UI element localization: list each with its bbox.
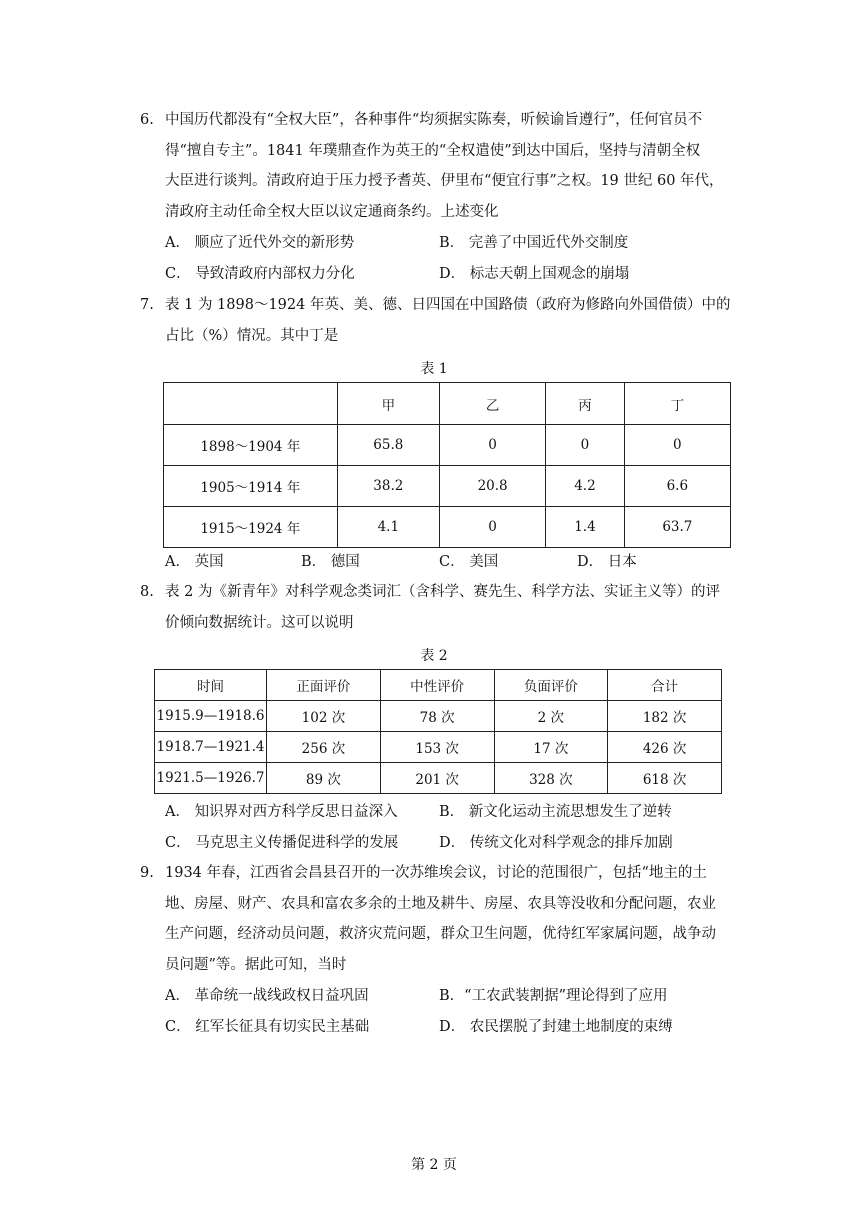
question-text-line: 得“擅自专主”。1841 年璞鼎查作为英王的“全权遣使”到达中国后，坚持与清朝全权 bbox=[165, 142, 701, 159]
question-text-line: 生产问题，经济动员问题，救济灾荒问题，群众卫生问题，优待红军家属问题，战争动 bbox=[165, 926, 716, 942]
option-b[interactable]: B． 德国 bbox=[301, 554, 360, 570]
option-b[interactable]: B．“工农武装割据”理论得到了应用 bbox=[439, 988, 668, 1004]
question-number: 7. bbox=[140, 297, 154, 313]
table-row bbox=[155, 763, 722, 794]
question-6-options bbox=[165, 228, 765, 290]
question-number: 8. bbox=[140, 584, 154, 600]
table-cell: 4.1 bbox=[337, 507, 439, 548]
table-row bbox=[164, 425, 731, 466]
page-number: 第 2 页 bbox=[411, 1157, 457, 1173]
table-cell: 182 次 bbox=[608, 701, 722, 732]
table-cell: 201 次 bbox=[380, 763, 494, 794]
table-2-caption: 表 2 bbox=[420, 648, 448, 664]
table-cell: 0 bbox=[546, 425, 624, 466]
option-d[interactable]: D． 农民摆脱了封建土地制度的束缚 bbox=[439, 1019, 673, 1035]
table-2 bbox=[154, 669, 722, 794]
table-header-cell: 丁 bbox=[624, 383, 730, 425]
table-cell: 153 次 bbox=[380, 732, 494, 763]
table-header-cell: 丙 bbox=[546, 383, 624, 425]
question-text-line: 表 2 为《新青年》对科学观念类词汇（含科学、赛先生、科学方法、实证主义等）的评 bbox=[165, 584, 720, 600]
question-text-line: 大臣进行谈判。清政府迫于压力授予耆英、伊里布“便宜行事”之权。19 世纪 60 年代， bbox=[165, 173, 724, 189]
option-a[interactable]: A． 知识界对西方科学反思日益深入 bbox=[165, 804, 398, 820]
question-number: 6. bbox=[140, 112, 154, 128]
table-cell: 4.2 bbox=[546, 466, 624, 507]
table-1 bbox=[163, 382, 731, 548]
question-9 bbox=[140, 858, 763, 980]
option-d[interactable]: D． 传统文化对科学观念的排斥加剧 bbox=[439, 835, 673, 851]
question-7 bbox=[140, 290, 763, 351]
question-7-options bbox=[165, 547, 765, 578]
question-text-line: 1934 年春，江西省会昌县召开的一次苏维埃会议，讨论的范围很广，包括“地主的土 bbox=[165, 865, 707, 881]
table-row bbox=[164, 466, 731, 507]
question-8 bbox=[140, 577, 763, 638]
table-cell: 1.4 bbox=[546, 507, 624, 548]
option-b[interactable]: B． 新文化运动主流思想发生了逆转 bbox=[439, 804, 672, 820]
question-9-options bbox=[165, 981, 765, 1043]
table-header-cell: 乙 bbox=[439, 383, 545, 425]
table-header-cell: 正面评价 bbox=[267, 670, 381, 701]
table-cell: 1915.9—1918.6 bbox=[155, 701, 267, 732]
option-a[interactable]: A． 顺应了近代外交的新形势 bbox=[165, 235, 355, 251]
question-text-line: 清政府主动任命全权大臣以议定通商条约。上述变化 bbox=[165, 203, 499, 220]
question-number: 9. bbox=[140, 865, 154, 881]
option-a[interactable]: A． 英国 bbox=[165, 554, 224, 570]
table-cell: 0 bbox=[439, 507, 545, 548]
table-cell: 20.8 bbox=[439, 466, 545, 507]
table-cell: 65.8 bbox=[337, 425, 439, 466]
table-cell: 89 次 bbox=[267, 763, 381, 794]
table-1-caption: 表 1 bbox=[420, 361, 448, 377]
table-header-row bbox=[164, 383, 731, 425]
table-header-cell: 中性评价 bbox=[380, 670, 494, 701]
table-cell: 78 次 bbox=[380, 701, 494, 732]
table-cell: 0 bbox=[624, 425, 730, 466]
table-cell: 63.7 bbox=[624, 507, 730, 548]
option-d[interactable]: D． 标志天朝上国观念的崩塌 bbox=[439, 266, 630, 282]
question-text-line: 地、房屋、财产、农具和富农多余的土地及耕牛、房屋、农具等没收和分配问题，农业 bbox=[165, 895, 716, 912]
table-cell: 618 次 bbox=[608, 763, 722, 794]
option-b[interactable]: B． 完善了中国近代外交制度 bbox=[439, 235, 629, 251]
option-c[interactable]: C． 红军长征具有切实民主基础 bbox=[165, 1019, 370, 1035]
table-cell: 1898～1904 年 bbox=[164, 425, 338, 466]
table-cell: 102 次 bbox=[267, 701, 381, 732]
table-cell: 256 次 bbox=[267, 732, 381, 763]
table-header-row bbox=[155, 670, 722, 701]
table-header-cell: 甲 bbox=[337, 383, 439, 425]
question-8-options bbox=[165, 797, 765, 859]
table-cell: 0 bbox=[439, 425, 545, 466]
question-text-line: 价倾向数据统计。这可以说明 bbox=[165, 614, 354, 631]
table-row bbox=[164, 507, 731, 548]
table-cell: 38.2 bbox=[337, 466, 439, 507]
table-cell: 6.6 bbox=[624, 466, 730, 507]
question-6 bbox=[140, 105, 763, 227]
table-cell: 1918.7—1921.4 bbox=[155, 732, 267, 763]
table-cell: 1915～1924 年 bbox=[164, 507, 338, 548]
option-d[interactable]: D． 日本 bbox=[577, 554, 637, 570]
question-text-line: 员问题”等。据此可知，当时 bbox=[165, 956, 347, 973]
table-cell: 2 次 bbox=[494, 701, 608, 732]
option-a[interactable]: A． 革命统一战线政权日益巩固 bbox=[165, 988, 369, 1004]
table-header-cell bbox=[164, 383, 338, 425]
table-cell: 426 次 bbox=[608, 732, 722, 763]
question-text-line: 占比（%）情况。其中丁是 bbox=[165, 327, 339, 344]
table-cell: 1905～1914 年 bbox=[164, 466, 338, 507]
table-header-cell: 负面评价 bbox=[494, 670, 608, 701]
question-text-line: 中国历代都没有“全权大臣”，各种事件“均须据实陈奏，听候谕旨遵行”，任何官员不 bbox=[165, 112, 703, 128]
table-cell: 1921.5—1926.7 bbox=[155, 763, 267, 794]
table-row bbox=[155, 732, 722, 763]
question-text-line: 表 1 为 1898～1924 年英、美、德、日四国在中国路债（政府为修路向外国借债）中的 bbox=[165, 297, 731, 313]
table-row bbox=[155, 701, 722, 732]
option-c[interactable]: C． 导致清政府内部权力分化 bbox=[165, 266, 355, 282]
option-c[interactable]: C． 美国 bbox=[439, 554, 499, 570]
table-cell: 328 次 bbox=[494, 763, 608, 794]
table-cell: 17 次 bbox=[494, 732, 608, 763]
table-header-cell: 时间 bbox=[155, 670, 267, 701]
option-c[interactable]: C． 马克思主义传播促进科学的发展 bbox=[165, 835, 399, 851]
table-header-cell: 合计 bbox=[608, 670, 722, 701]
